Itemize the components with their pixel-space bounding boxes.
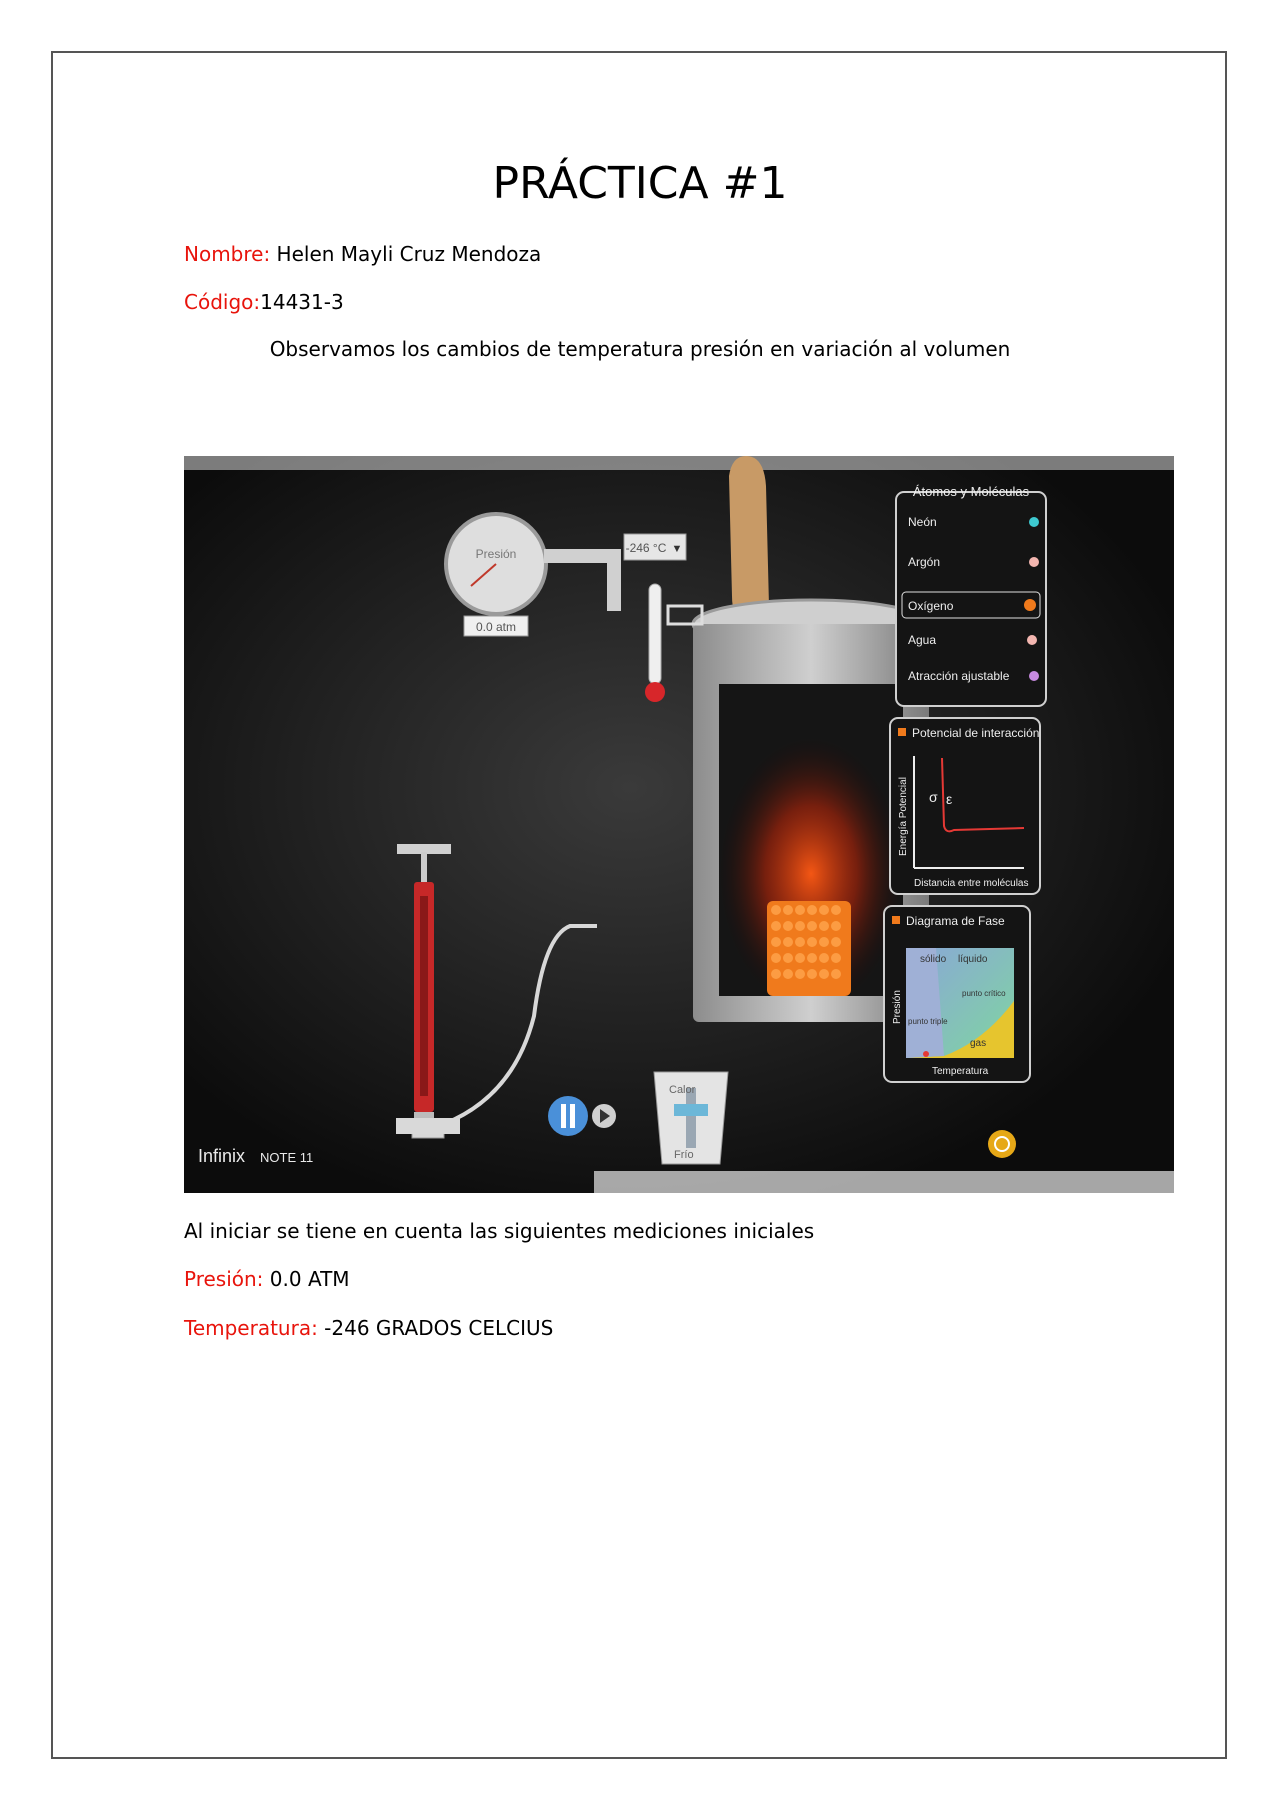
page-title: PRÁCTICA #1 (492, 158, 788, 209)
phone-brand: Infinix (198, 1146, 246, 1166)
epsilon-symbol: ε (946, 791, 953, 807)
heat-label: Calor (669, 1084, 696, 1096)
pressure-line (184, 1267, 350, 1291)
measurements-intro: Al iniciar se tiene en cuenta las siguientes mediciones iniciales (184, 1219, 815, 1243)
temperature-value: -246 GRADOS CELCIUS (317, 1316, 554, 1340)
name-line (184, 242, 541, 266)
molecule-option-adjustable[interactable]: Atracción ajustable (908, 669, 1010, 683)
chevron-down-icon[interactable]: ▼ (671, 543, 683, 555)
name-label: Nombre: (184, 242, 271, 266)
sigma-symbol: σ (929, 789, 938, 805)
code-value: 14431-3 (260, 290, 344, 314)
temperature-label: Temperatura: (184, 1316, 318, 1340)
phase-region-gas: gas (970, 1038, 987, 1049)
cool-label: Frío (674, 1149, 694, 1161)
phase-panel (884, 906, 1030, 1082)
phase-point-critical: punto crítico (962, 989, 1006, 998)
code-label: Código: (184, 290, 261, 314)
gauge-readout: 0.0 atm (475, 620, 517, 634)
gauge-label: Presión (475, 547, 517, 561)
finger (729, 456, 769, 622)
molecules-panel-title: Átomos y Moléculas (912, 484, 1030, 499)
heat-control[interactable] (654, 1072, 728, 1164)
intro-paragraph: Observamos los cambios de temperatura presión en variación al volumen (269, 337, 1011, 361)
potential-panel (890, 718, 1040, 894)
simulation-photo (184, 456, 1174, 1193)
potential-panel-title: Potencial de interacción (912, 726, 1040, 740)
molecules-panel (896, 484, 1046, 706)
thermometer-readout: -246 °C (625, 541, 667, 555)
potential-x-label: Distancia entre moléculas (914, 878, 1029, 889)
reset-button[interactable] (988, 1130, 1016, 1158)
phone-model: NOTE 11 (260, 1150, 314, 1165)
oxygen-molecules (767, 901, 851, 996)
phase-panel-title: Diagrama de Fase (906, 914, 1005, 928)
phase-y-label: Presión (892, 990, 903, 1024)
pause-button[interactable] (548, 1096, 588, 1136)
code-line (184, 290, 344, 314)
pressure-label: Presión: (184, 1267, 264, 1291)
molecule-option-oxygen[interactable]: Oxígeno (908, 599, 954, 613)
phase-region-liquid: líquido (958, 954, 988, 965)
potential-y-label: Energía Potencial (898, 777, 909, 856)
temperature-line (184, 1316, 553, 1340)
phase-x-label: Temperatura (932, 1066, 989, 1077)
molecule-option-neon[interactable]: Neón (908, 515, 937, 529)
pressure-value: 0.0 ATM (263, 1267, 350, 1291)
name-value: Helen Mayli Cruz Mendoza (270, 242, 542, 266)
phase-region-solid: sólido (920, 954, 947, 965)
phase-point-triple: punto triple (908, 1017, 948, 1026)
molecule-option-argon[interactable]: Argón (908, 555, 941, 569)
molecule-option-water[interactable]: Agua (908, 633, 937, 647)
